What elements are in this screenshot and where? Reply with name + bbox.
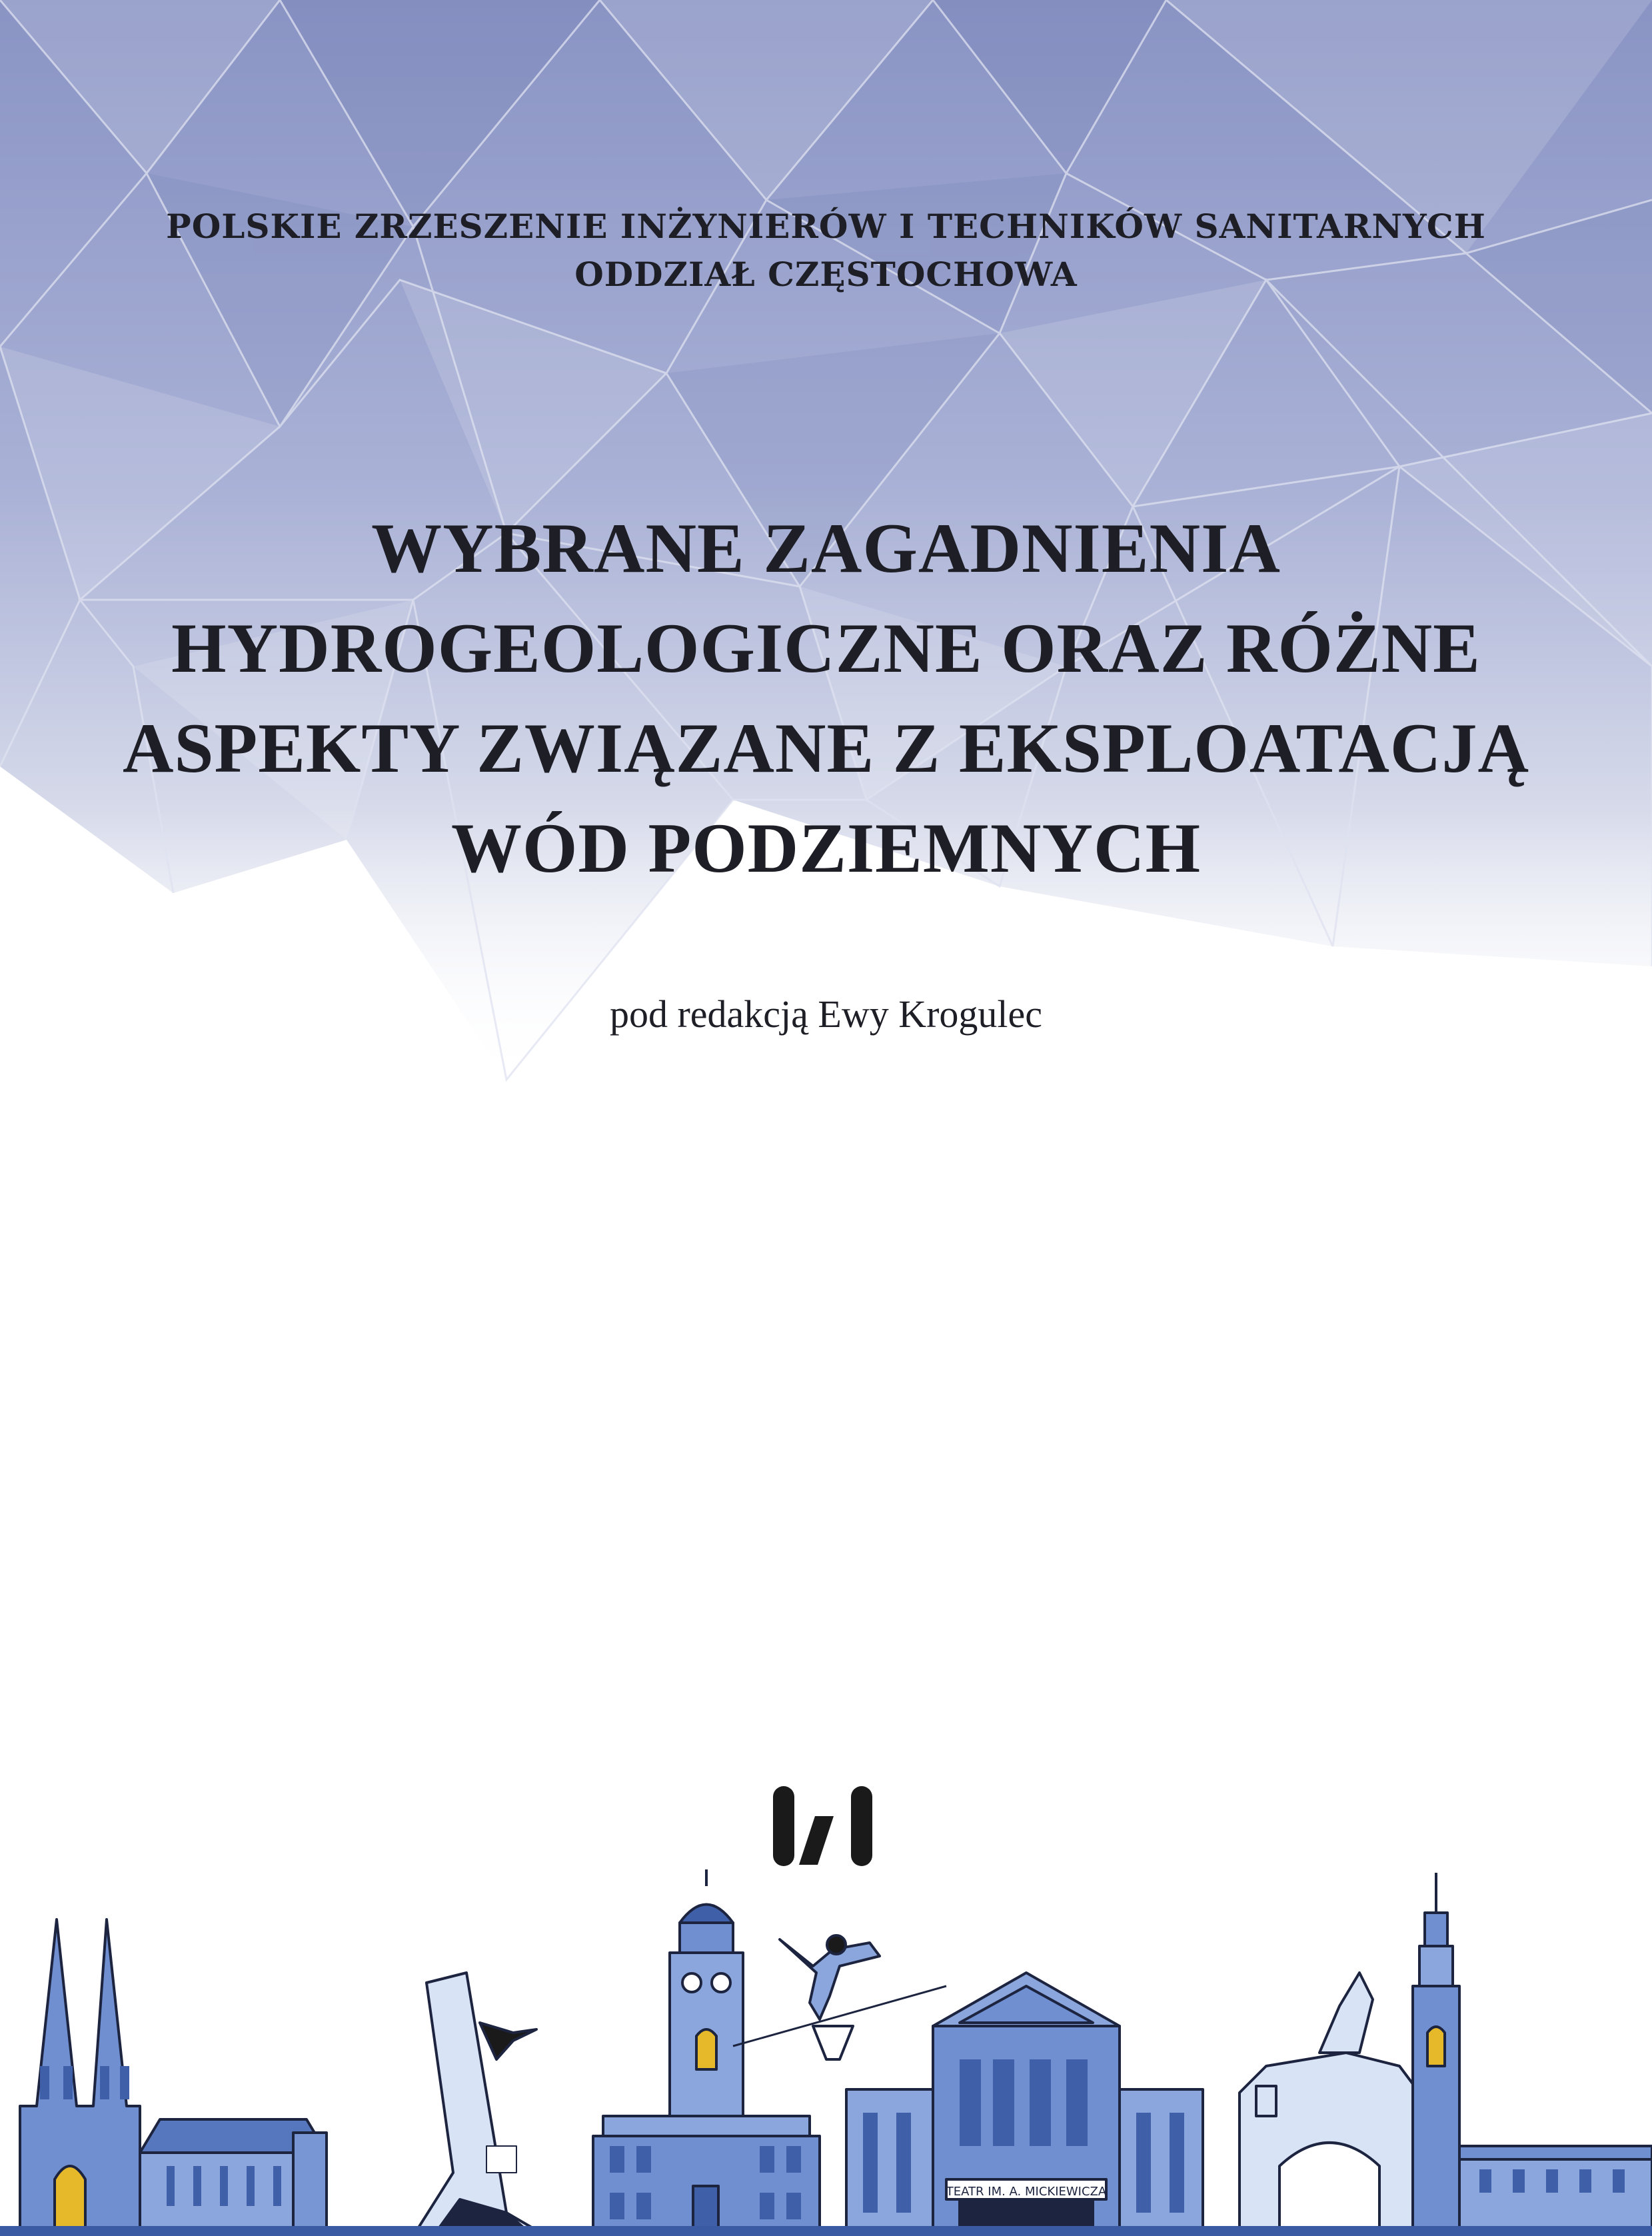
- gate-illustration: [1239, 1973, 1419, 2236]
- town-hall-illustration: [593, 1869, 820, 2236]
- cathedral-illustration: [20, 1919, 327, 2236]
- title-line-3: ASPEKTY ZWIĄZANE Z EKSPLOATACJĄ: [122, 709, 1530, 787]
- gymnast-illustration: [733, 1935, 946, 2059]
- publisher-logo-icon: [770, 1773, 876, 1873]
- book-title: [0, 499, 1652, 898]
- organization-line-2: ODDZIAŁ CZĘSTOCHOWA: [574, 255, 1078, 294]
- organization-line-1: POLSKIE ZRZESZENIE INŻYNIERÓW I TECHNIKÓW SANITARNYCH: [166, 207, 1486, 246]
- theatre-illustration: [846, 1973, 1203, 2236]
- title-line-1: WYBRANE ZAGADNIENIA: [371, 509, 1281, 587]
- editor-credit: pod redakcją Ewy Krogulec: [609, 992, 1043, 1036]
- tower-illustration: [1413, 1873, 1652, 2236]
- title-line-2: HYDROGEOLOGICZNE ORAZ RÓŻNE: [171, 609, 1481, 687]
- monument-illustration: [413, 1973, 546, 2236]
- theatre-sign: TEATR IM. A. MICKIEWICZA: [946, 2185, 1107, 2199]
- skyline-illustration: [0, 1866, 1652, 2236]
- title-line-4: WÓD PODZIEMNYCH: [450, 809, 1202, 887]
